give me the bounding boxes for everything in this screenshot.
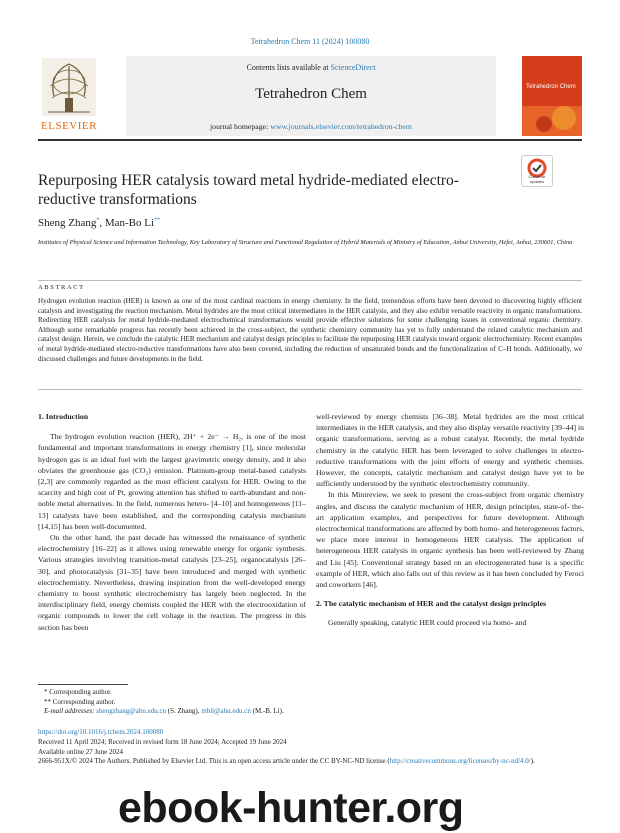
license-link[interactable]: http://creativecommons.org/licenses/by-nc-nd/4.0/ — [389, 757, 531, 766]
received-dates: Received 11 April 2024; Received in revised form 18 June 2024; Accepted 19 June 2024 — [38, 737, 287, 746]
check-for-updates-badge[interactable] — [521, 155, 553, 187]
email-link[interactable]: shengzhang@ahu.edu.cn — [96, 707, 167, 716]
publication-info — [38, 728, 582, 767]
author-mark[interactable]: ** — [154, 217, 161, 224]
header-rule — [38, 139, 582, 141]
section-heading: 2. The catalytic mechanism of HER and the catalyst design principles — [316, 599, 547, 609]
body-paragraph: The hydrogen evolution reaction (HER), 2H⁺ + 2e⁻ → H₂, is one of the most fundamental and important transformations in energy chemistry [1], since molecular hydrogen gas is an ideal fuel with the largest gravimetric energy density, and it also obviates the greenhouse gas (CO₂) emission. Platinum-group metal-based catalysts [2,3] are commonly regarded as the most efficient catalysts for HER. Owing to the scarcity and high cost of Pt, growing attention has shifted to earth-abundant and non-noble metal alternatives. In the field, numerous hetero- [4–10] and homogeneous [11–13] catalysts have been established, and the corresponding catalysis mechanism [14,15] has been well-documented. — [38, 432, 306, 531]
article-title: Repurposing HER catalysis toward metal hydride-mediated electro-reductive transformations — [38, 172, 459, 208]
sciencedirect-link[interactable]: ScienceDirect — [330, 63, 376, 72]
body-paragraph: In this Minireview, we seek to present the cross-subject from organic chemistry angles, and discuss the catalytic mechanism of HER, design principles, state-of- the-art application examples, and perspectives for future development. Although electrochemical transformations are affected by both homo- and heterogeneous factors, we place more interest in homogeneous HER catalysis. The application of heterogeneous HER catalysis in organic synthesis has been well-reviewed by Zhang and Liu [45]. Conventional strategy based on an electrogenerated base is a specific example of HER, which also falls out of this review as it has been concluded by Feroci and coworkers [46]. — [316, 490, 584, 590]
footnotes — [38, 688, 582, 717]
body-paragraph: On the other hand, the past decade has witnessed the renaissance of synthetic electrochemistry [16–22] as it allows using renewable energy for organic synthesis. Various strategies involving transition-metal catalysis [23–25], organocatalysis [26–30], and photocatalysis [31–35] have been introduced and merged with synthetic electrochemistry. Nevertheless, drawing inspiration from the well-developed energy chemistry to boost synthetic electrochemistry has largely been neglected. In the interdisciplinary field, energy chemists coupled the HER with the electrooxidation of organic compounds to lower the cell voltage in the reaction. The progress in this section has been — [38, 533, 306, 632]
author-list: Sheng Zhang*, Man-Bo Li** — [38, 217, 161, 229]
affiliation: Institutes of Physical Science and Information Technology, Key Laboratory of Structure and Functional Regulation of Hybrid Materials of Ministry of Education, Anhui University, Hefei, Anhui, 230601, China — [38, 239, 573, 246]
license-line: 2666-951X/© 2024 The Authors. Published by Elsevier Ltd. This is an open access article under the CC BY-NC-ND license (http://creativecommons.org/licenses/by-nc-nd/4.0/). — [38, 757, 535, 766]
author-name[interactable]: Sheng Zhang — [38, 217, 97, 229]
abstract-heading: ABSTRACT — [38, 284, 85, 291]
cover-title: Tetrahedron Chem — [526, 84, 576, 90]
elsevier-logo — [38, 56, 100, 134]
available-date: Available online 27 June 2024 — [38, 747, 124, 756]
journal-cover-image — [522, 56, 582, 136]
abstract-top-rule — [38, 280, 582, 281]
section-heading: 1. Introduction — [38, 412, 89, 421]
author-name[interactable]: Man-Bo Li — [104, 217, 155, 229]
footnote-rule — [38, 684, 128, 685]
elsevier-wordmark: ELSEVIER — [41, 120, 97, 132]
body-column-left — [38, 411, 306, 633]
author-mark[interactable]: * — [96, 217, 100, 224]
check-updates-label: Check for updates — [528, 174, 546, 184]
journal-homepage-link[interactable]: www.journals.elsevier.com/tetrahedron-chem — [270, 122, 412, 131]
body-paragraph: Generally speaking, catalytic HER could proceed via homo- and — [328, 618, 527, 628]
doi-link[interactable]: https://doi.org/10.1016/j.tchem.2024.100080 — [38, 728, 164, 736]
email-line: E-mail addresses: shengzhang@ahu.edu.cn (S. Zhang), mbli@ahu.edu.cn (M.-B. Li). — [44, 707, 284, 716]
footnote: * Corresponding author. — [44, 688, 112, 696]
email-link[interactable]: mbli@ahu.edu.cn — [201, 707, 251, 716]
journal-reference-link[interactable]: Tetrahedron Chem 11 (2024) 100080 — [250, 37, 370, 46]
journal-info-panel — [126, 56, 496, 136]
body-column-right — [316, 411, 584, 629]
journal-name: Tetrahedron Chem — [255, 86, 367, 102]
body-paragraph: well-reviewed by energy chemists [36–38]. Metal hydrides are the most critical intermediates in the HER catalysis, and they also display versatile reactivity [39–44] in organic transformations, serving as a robust catalyst. Recently, the metal hydride chemistry in the catalytic HER has been leveraged to solve challenges in electro-reductive transformations with the joint efforts of energy and synthetic chemists. However, the concepts, catalytic mechanism and catalyst design have yet to be sufficiently understood by the synthetic electrochemistry community. — [316, 412, 584, 489]
homepage-line: journal homepage: www.journals.elsevier.com/tetrahedron-chem — [210, 122, 412, 131]
contents-line: Contents lists available at ScienceDirect — [246, 63, 376, 72]
abstract-text: Hydrogen evolution reaction (HER) is known as one of the most cardinal reactions in energy chemistry. In the field, tremendous efforts have been devoted to discovering highly efficient catalysts and investigating the reaction mechanism. Metal hydrides are the most critical intermediates in the HER catalysis, and they also exhibit versatile reactivity in organic transformations. Redirecting HER catalysis for metal hydride-mediated electrochemical transformations would provide effective solutions for some challenging issues in conventional organic chemistry. Although some remarkable progress has recently been achieved in the cross-subject, the synthetic chemistry community has yet to fully understand the related catalytic mechanism and catalyst design. Herein, we conclude the catalytic HER mechanism and catalyst design principles to facilitate the repurposing HER catalysis toward organic electrochemistry. Recent examples of metal hydride-mediated electro-reductive transformations have also been covered, including the reduction of unsaturated bonds and the functionalization of C–H bonds. Additionally, we discussed challenges and future developments in the field. — [38, 297, 582, 363]
journal-header — [38, 56, 582, 136]
watermark-text: ebook-hunter.org — [118, 784, 464, 832]
abstract-bottom-rule — [38, 389, 582, 390]
footnote: ** Corresponding author. — [44, 697, 116, 706]
